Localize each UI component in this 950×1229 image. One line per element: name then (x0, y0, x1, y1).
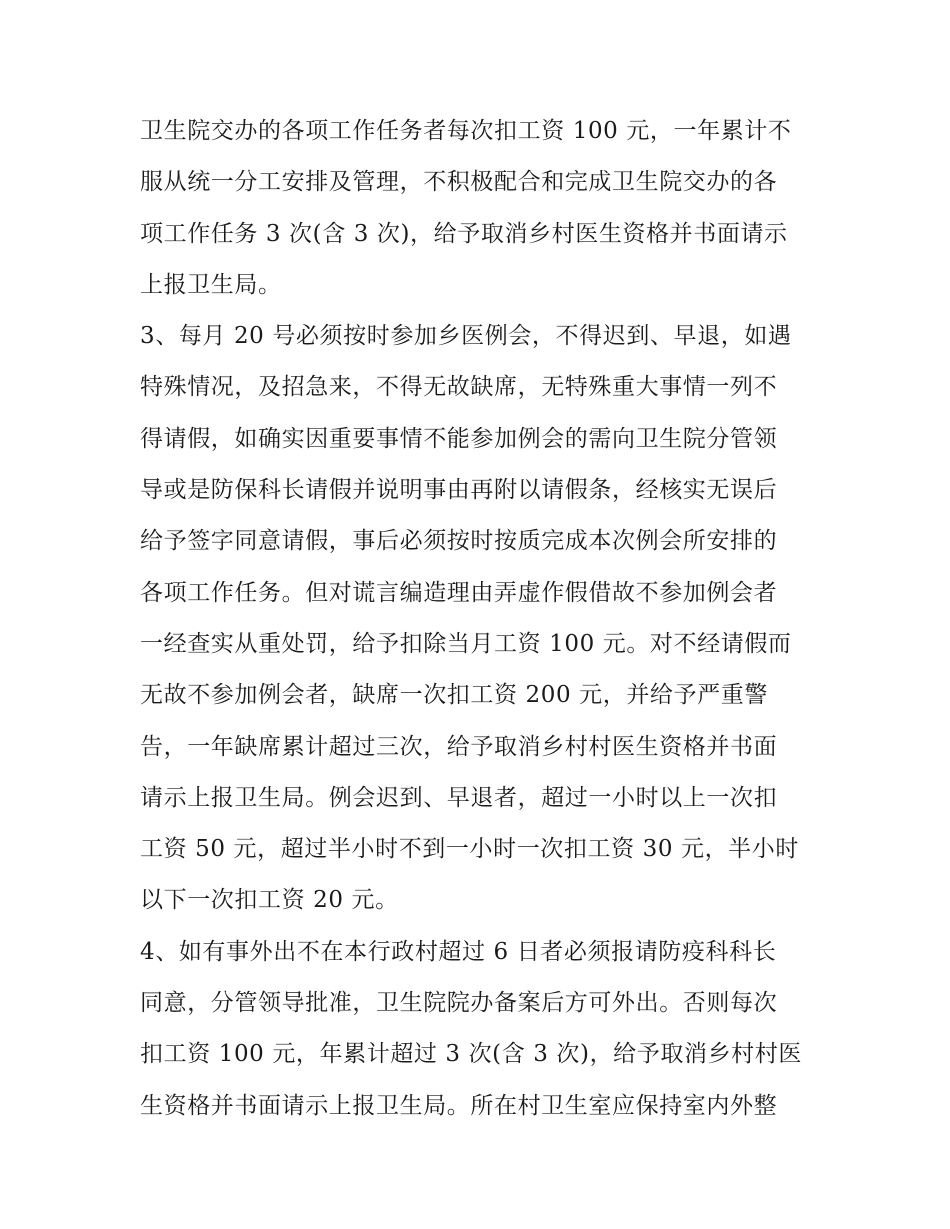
text-line: 4、如有事外出不在本行政村超过 6 日者必须报请防疫科科长 (140, 938, 777, 965)
text-line: 得请假，如确实因重要事情不能参加例会的需向卫生院分管领 (140, 425, 778, 452)
document-body (140, 106, 820, 1132)
text-line: 生资格并书面请示上报卫生局。所在村卫生室应保持室内外整 (140, 1092, 778, 1119)
text-line: 3、每月 20 号必须按时参加乡医例会，不得迟到、早退，如遇 (140, 323, 792, 350)
text-line: 无故不参加例会者，缺席一次扣工资 200 元，并给予严重警 (140, 682, 768, 709)
text-line: 上报卫生局。 (140, 271, 282, 298)
text-line: 告，一年缺席累计超过三次，给予取消乡村村医生资格并书面 (140, 733, 778, 760)
text-line: 请示上报卫生局。例会迟到、早退者，超过一小时以上一次扣 (140, 784, 778, 811)
text-line: 一经查实从重处罚，给予扣除当月工资 100 元。对不经请假而 (140, 630, 792, 657)
text-line: 扣工资 100 元，年累计超过 3 次(含 3 次)，给予取消乡村村医 (140, 1041, 802, 1068)
text-line: 卫生院交办的各项工作任务者每次扣工资 100 元，一年累计不 (140, 118, 792, 144)
text-line: 特殊情况，及招急来，不得无故缺席，无特殊重大事情一列不 (140, 374, 778, 401)
text-line: 以下一次扣工资 20 元。 (140, 887, 399, 914)
text-line: 给予签字同意请假，事后必须按时按质完成本次例会所安排的 (140, 528, 778, 555)
text-line: 服从统一分工安排及管理，不积极配合和完成卫生院交办的各 (140, 169, 778, 196)
text-line: 各项工作任务。但对谎言编造理由弄虚作假借故不参加例会者 (140, 579, 778, 606)
text-line: 同意，分管领导批准，卫生院院办备案后方可外出。否则每次 (140, 990, 778, 1017)
text-line: 项工作任务 3 次(含 3 次)，给予取消乡村医生资格并书面请示 (140, 220, 788, 247)
text-line: 工资 50 元，超过半小时不到一小时一次扣工资 30 元，半小时 (140, 836, 799, 863)
text-line: 导或是防保科长请假并说明事由再附以请假条，经核实无误后 (140, 477, 778, 504)
